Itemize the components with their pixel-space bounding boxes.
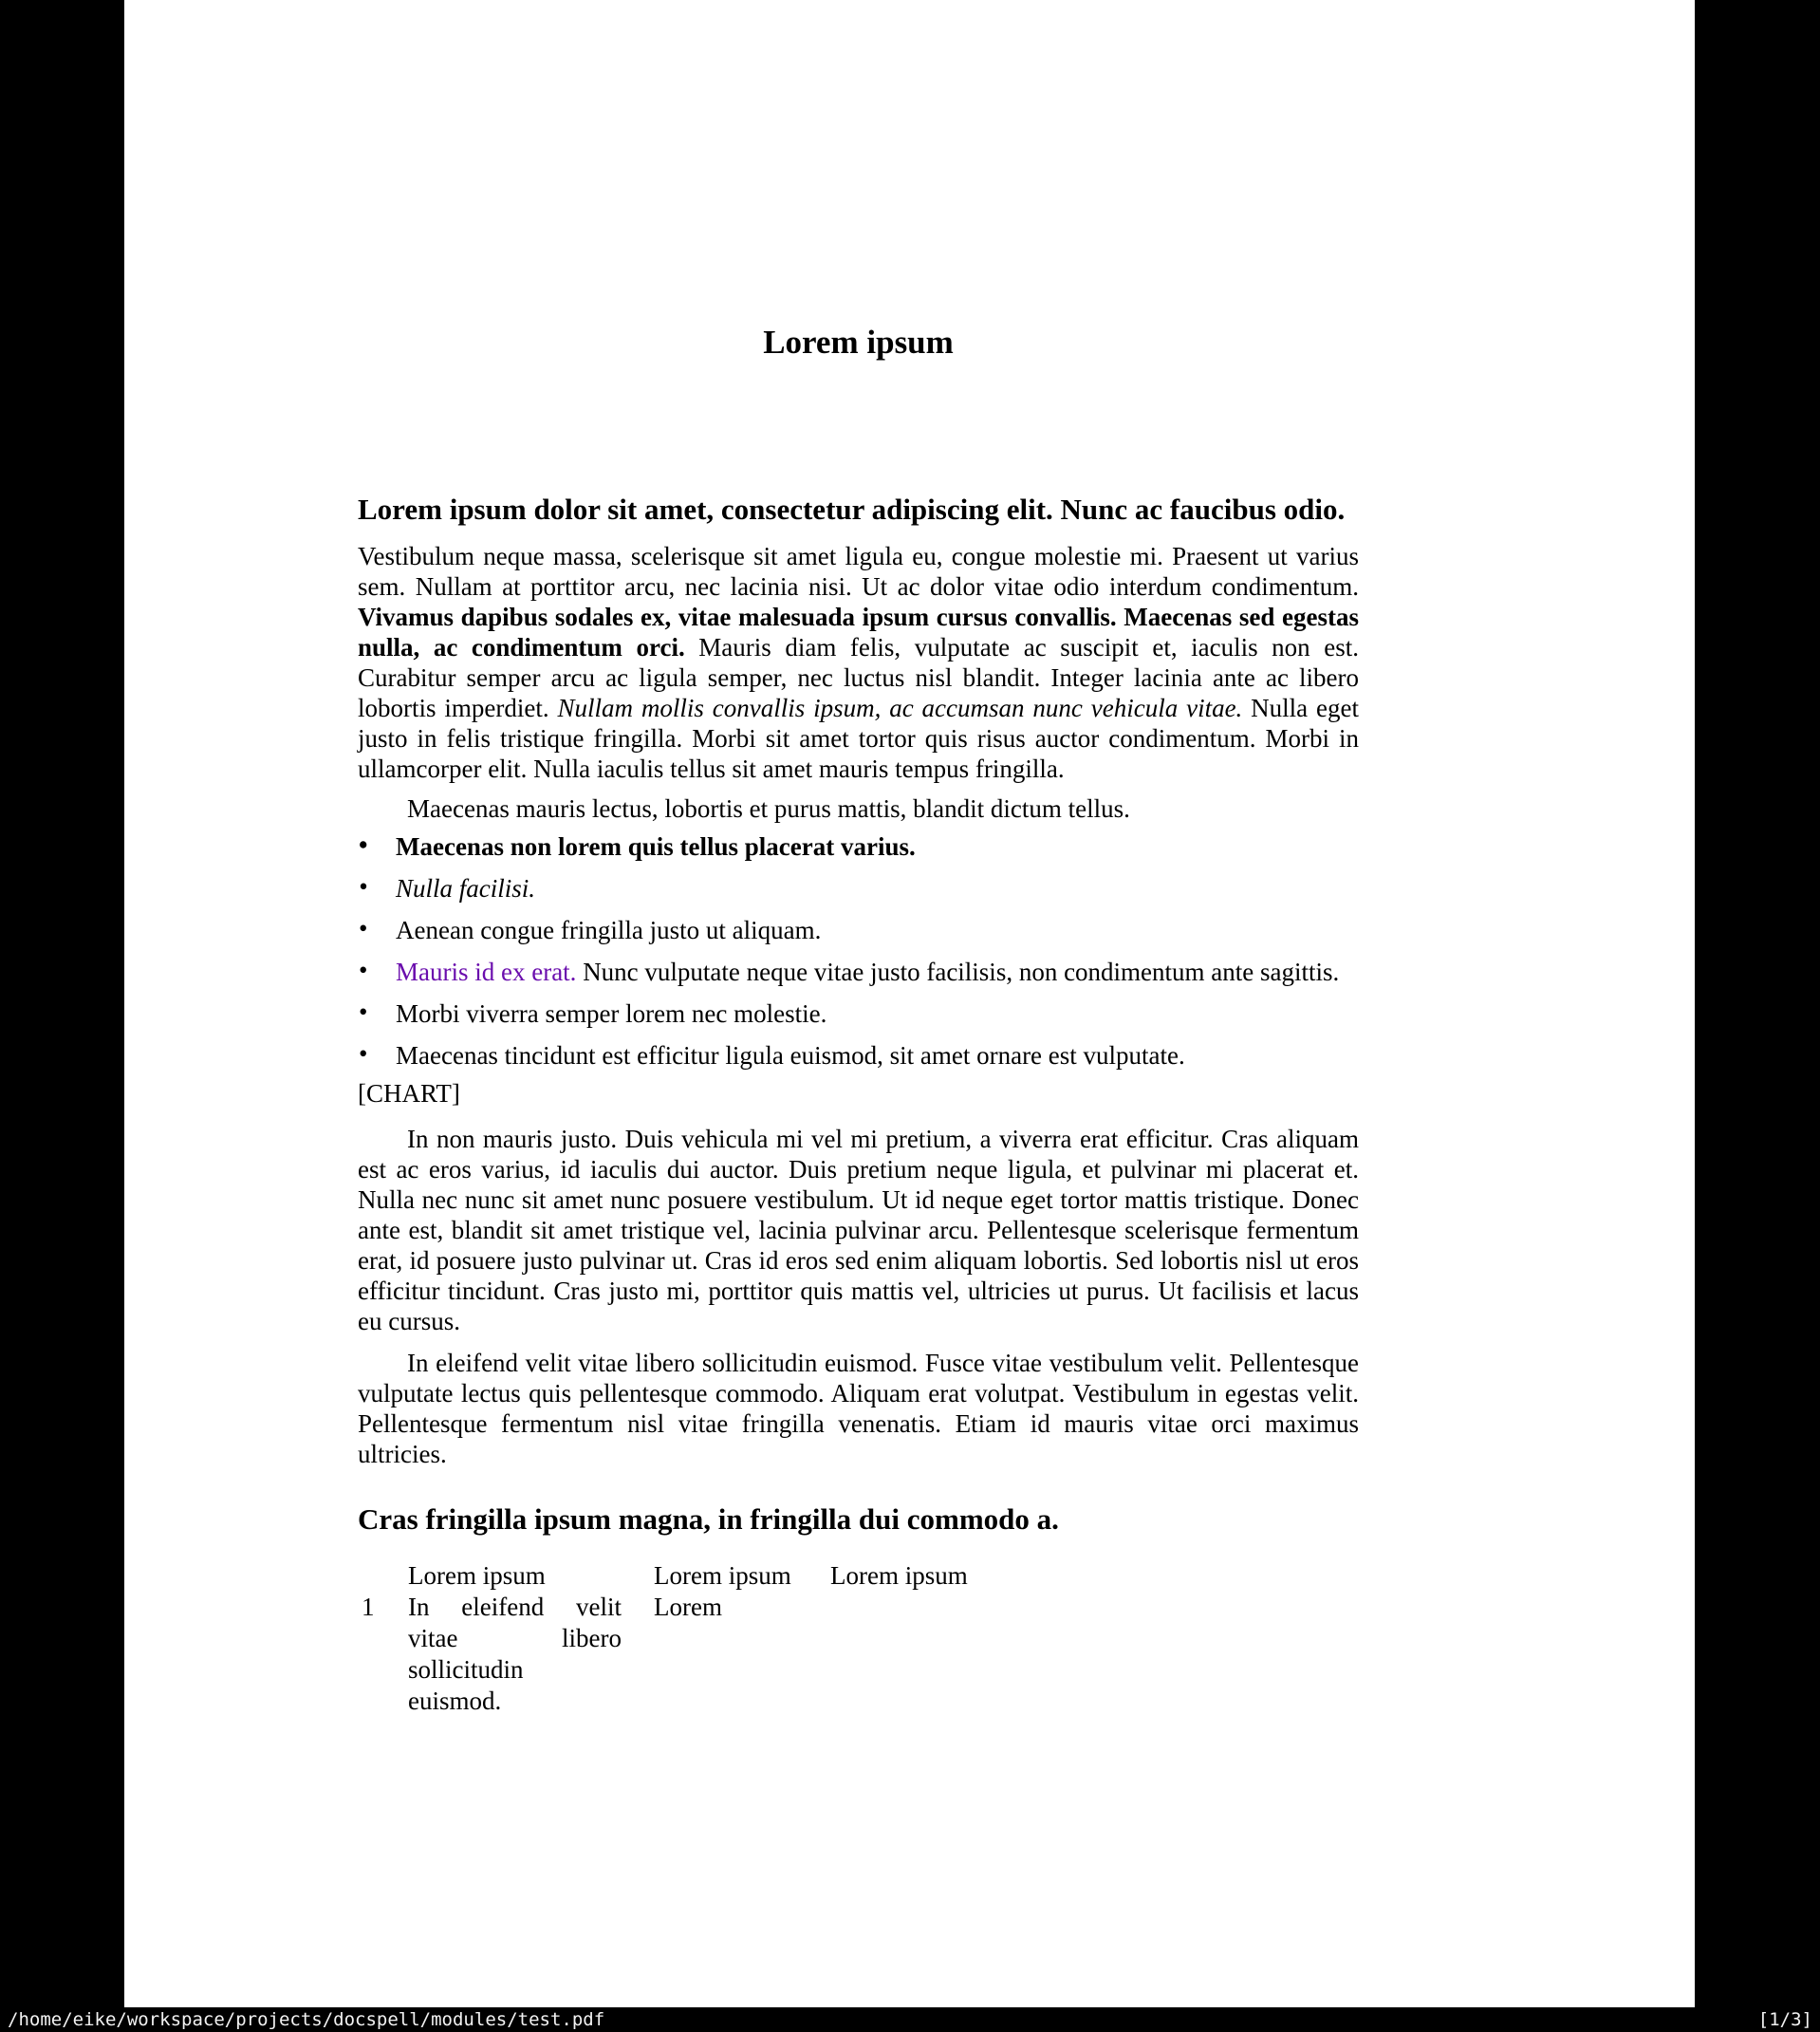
list-item <box>358 831 1359 862</box>
paragraph-1-italic-text: Nullam mollis convallis ipsum, ac accumsan nunc vehicula vitae. <box>557 694 1243 722</box>
page-content <box>358 0 1359 2007</box>
list-item-text: Aenean congue fringilla justo ut aliquam. <box>396 916 822 944</box>
table-header-cell: Lorem ipsum <box>830 1561 968 1590</box>
paragraph-1-text-3: Nulla eget justo in felis tristique fringilla. Morbi sit amet tortor quis risus auctor condimentum. Morbi in ullamcorper elit. Nulla iaculis tellus sit amet mauris tempus fringilla. <box>358 694 1360 783</box>
bullet-icon: • <box>359 830 368 859</box>
chart-placeholder: [CHART] <box>358 1079 460 1108</box>
paragraph-1-text: Vestibulum neque massa, scelerisque sit amet ligula eu, congue molestie mi. Praesent ut varius sem. Nullam at porttitor arcu, nec lacinia nisi. Ut ac dolor vitae odio interdum condimentum. <box>358 542 1359 601</box>
bullet-icon: • <box>359 872 368 901</box>
list-item <box>358 998 1359 1029</box>
page-indicator: [1/3] <box>1757 2009 1812 2030</box>
bullet-icon: • <box>359 1039 368 1068</box>
list-item-text: Maecenas non lorem quis tellus placerat varius. <box>396 832 916 861</box>
bullet-list <box>358 831 1359 1082</box>
table-header-cell: Lorem ipsum <box>408 1561 546 1590</box>
data-table <box>358 1560 1359 1717</box>
table-header-cell <box>358 1560 408 1592</box>
section-heading-1: Lorem ipsum dolor sit amet, consectetur adipiscing elit. Nunc ac faucibus odio. <box>358 493 1346 526</box>
document-page <box>124 0 1695 2007</box>
paragraph-1 <box>358 541 1359 784</box>
paragraph-4: In eleifend velit vitae libero sollicitudin euismod. Fusce vitae vestibulum velit. Pellentesque vulputate lectus quis pellentesque commodo. Aliquam erat volutpat. Vestibulum in egestas velit. Pellentesque fermentum nisl vitae fringilla venenatis. Etiam id mauris vitae orci maximus ultricies. <box>358 1349 1359 1468</box>
list-item-text: Nunc vulputate neque vitae justo facilisis, non condimentum ante sagittis. <box>576 958 1340 986</box>
paragraph-2: Maecenas mauris lectus, lobortis et purus mattis, blandit dictum tellus. <box>407 794 1130 823</box>
table-cell <box>830 1592 1359 1717</box>
bullet-icon: • <box>359 956 368 984</box>
list-item <box>358 873 1359 904</box>
table-header-cell: Lorem ipsum <box>654 1561 791 1590</box>
bullet-icon: • <box>359 914 368 942</box>
pdf-link[interactable]: Mauris id ex erat. <box>396 958 577 986</box>
bullet-icon: • <box>359 997 368 1026</box>
section-heading-2: Cras fringilla ipsum magna, in fringilla dui commodo a. <box>358 1502 1059 1536</box>
list-item-text: Nulla facilisi. <box>396 874 536 903</box>
table-row-number: 1 <box>362 1593 375 1621</box>
document-title: Lorem ipsum <box>763 324 954 361</box>
table-cell: Lorem <box>654 1593 722 1621</box>
list-item-text: Morbi viverra semper lorem nec molestie. <box>396 999 827 1028</box>
paragraph-3: In non mauris justo. Duis vehicula mi vel mi pretium, a viverra erat efficitur. Cras aliquam est ac eros varius, id iaculis dui auctor. Duis pretium neque ligula, et pulvinar mi placerat et. Nulla nec nunc sit amet nunc posuere vestibulum. Ut id neque eget tortor mattis tristique. Donec ante est, blandit sit amet tristique vel, lacinia pulvinar arcu. Pellentesque scelerisque fermentum erat, id posuere justo pulvinar ut. Cras id eros sed enim aliquam lobortis. Sed lobortis nisl ut eros efficitur tincidunt. Cras justo mi, porttitor quis mattis vel, ultricies ut purus. Ut facilisis et lacus eu cursus. <box>358 1125 1359 1335</box>
paragraph-1-bold-text: Vivamus dapibus sodales ex, vitae malesuada ipsum cursus convallis. Maecenas sed egestas nulla, ac condimentum orci. <box>358 603 1359 662</box>
list-item <box>358 957 1359 987</box>
list-item <box>358 1040 1359 1071</box>
table-cell: In eleifend velit vitae libero sollicitudin euismod. <box>408 1593 622 1715</box>
status-bar <box>0 2007 1820 2032</box>
paragraph-1-text-2: Mauris diam felis, vulputate ac suscipit et, iaculis non est. Curabitur semper arcu ac ligula semper, nec luctus nisl blandit. Integer lacinia ante ac libero lobortis imperdiet. <box>358 633 1359 722</box>
file-path: /home/eike/workspace/projects/docspell/modules/test.pdf <box>8 2009 605 2030</box>
list-item-text: Maecenas tincidunt est efficitur ligula euismod, sit amet ornare est vulputate. <box>396 1041 1185 1070</box>
list-item <box>358 915 1359 945</box>
